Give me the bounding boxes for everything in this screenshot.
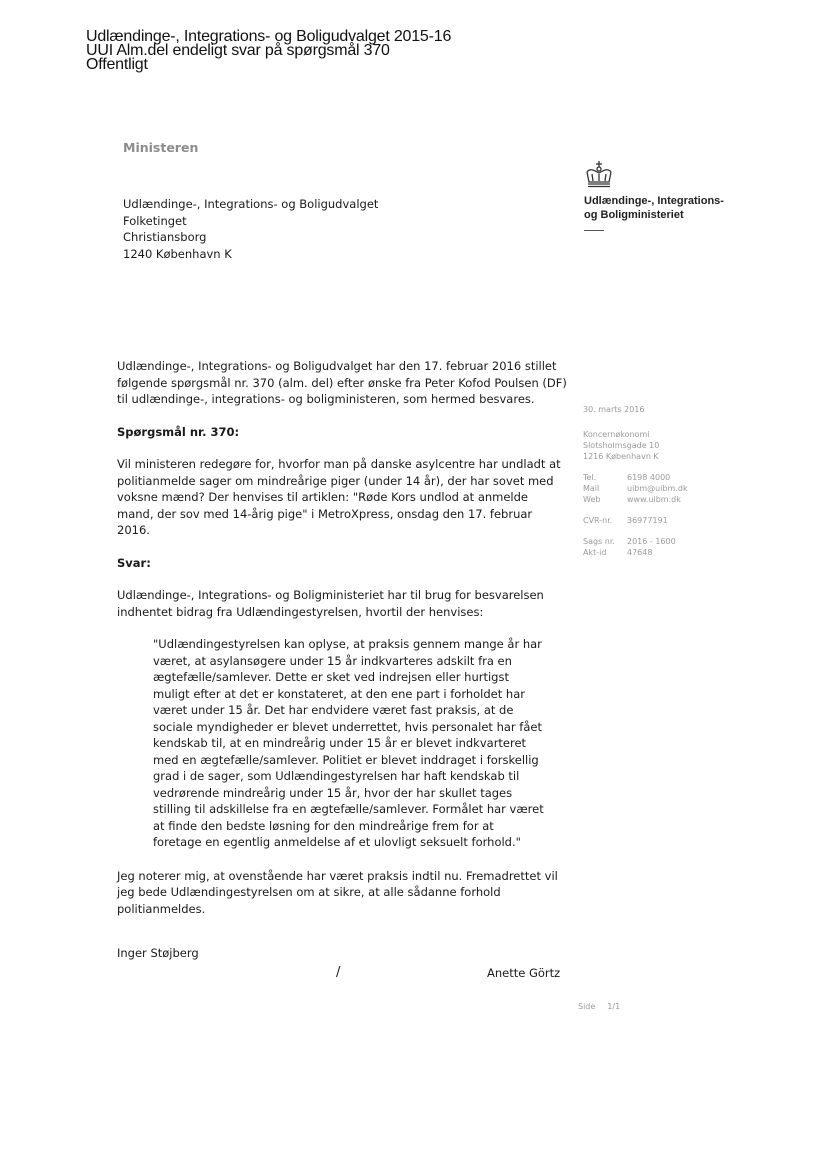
cvr-label: CVR-nr. — [583, 516, 613, 525]
quoted-statement: "Udlændingestyrelsen kan oplyse, at praksis gennem mange år har været, at asylansøgere under 15 år indkvarteres adskilt fra en ægtefælle/samlever. Dette er sket ved indrejsen eller hurtigst muligt efter at det er konstateret, at den ene part i forholdet har været under 15 år. Det har endvidere været fast praksis, at de sociale myndigheder er blevet underrettet, hvis personalet har fået kendskab til, at en mindreårig under 15 år er blevet indkvarteret med en ægtefælle/samlever. Politiet er blevet inddraget i forskellig grad i de sager, som Udlændingestyrelsen har haft kendskab til vedrørende mindreårig under 15 år, hvor der har skullet tages stilling til adskillelse fra en ægtefælle/samlever. Formålet har været at finde den bedste løsning for den mindreårige frem for at foretage en egentlig anmeldelse af et ulovligt seksuelt forhold." — [153, 637, 544, 849]
page-label: Side — [578, 1002, 596, 1011]
letter-body — [117, 358, 567, 933]
question-heading: Spørgsmål nr. 370: — [117, 424, 240, 439]
cvr-block — [583, 515, 713, 526]
ministry-name-line: Udlændinge-, Integrations- — [584, 195, 724, 207]
page-value: 1/1 — [607, 1002, 621, 1011]
signatory-name: Inger Støjberg — [117, 946, 199, 960]
answer-intro-paragraph: Udlændinge-, Integrations- og Boligministeriet har til brug for besvarelsen indhentet bidrag fra Udlændingestyrelsen, hvortil der henvises: — [117, 588, 544, 619]
sender-title: Ministeren — [123, 140, 199, 155]
recipient-address — [123, 196, 378, 262]
department-block — [583, 429, 713, 462]
stamp-committee-line: Udlændinge-, Integrations- og Boligudvalget 2015-16 — [86, 28, 452, 45]
royal-crown-icon — [584, 160, 614, 188]
ministry-name-line: og Boligministeriet — [584, 209, 684, 221]
web-label: Web — [583, 495, 601, 504]
department-city: 1216 København K — [583, 452, 659, 461]
stamp-public-line: Offentligt — [86, 56, 148, 73]
date-block — [583, 404, 713, 415]
letter-sidebar — [583, 404, 713, 568]
closing-paragraph: Jeg noterer mig, at ovenstående har været praksis indtil nu. Fremadrettet vil jeg bede Udlændingestyrelsen om at sikre, at alle sådanne forhold politianmeldes. — [117, 868, 558, 916]
stamp-question-line: UUI Alm.del endeligt svar på spørgsmål 370 — [86, 42, 390, 59]
department-name: Koncernøkonomi — [583, 430, 650, 439]
signature-separator: / — [336, 965, 341, 980]
case-block — [583, 536, 713, 558]
page-number — [578, 1002, 620, 1011]
mail-label: Mail — [583, 484, 600, 493]
question-paragraph: Vil ministeren redegøre for, hvorfor man på danske asylcentre har undladt at politianmelde sager om mindreårige piger (under 14 år), der har sovet med voksne mænd? Der henvises til artiklen: "Røde Kors undlod at anmelde mand, der sov med 14-årig pige" i MetroXpress, onsdag den 17. februar 2016. — [117, 457, 561, 537]
cvr-row — [583, 515, 713, 526]
act-id-label: Akt-id — [583, 548, 607, 557]
ministry-name — [584, 194, 764, 222]
tel-label: Tel. — [583, 473, 597, 482]
letter-date: 30. marts 2016 — [583, 405, 645, 414]
case-number-row — [583, 536, 713, 547]
web-value: www.uibm.dk — [627, 495, 681, 504]
document-stamp — [86, 30, 606, 72]
recipient-line: Udlændinge-, Integrations- og Boligudvalget — [123, 197, 379, 211]
cosignatory-name: Anette Görtz — [487, 966, 561, 980]
mail-value: uibm@uibm.dk — [627, 484, 688, 493]
contact-row-mail — [583, 483, 713, 494]
logo-divider — [584, 230, 604, 231]
ministry-logo — [584, 160, 764, 231]
recipient-line: Folketinget — [123, 213, 187, 228]
intro-paragraph: Udlændinge-, Integrations- og Boligudvalget har den 17. februar 2016 stillet følgende spørgsmål nr. 370 (alm. del) efter ønske fra Peter Kofod Poulsen (DF) til udlændinge-, integrations- og boligministeren, som hermed besvares. — [117, 359, 567, 406]
recipient-line: 1240 København K — [123, 246, 232, 261]
answer-heading: Svar: — [117, 555, 151, 570]
department-street: Slotsholmsgade 10 — [583, 441, 660, 450]
cvr-value: 36977191 — [627, 516, 668, 525]
tel-value: 6198 4000 — [627, 473, 671, 482]
case-number-value: 2016 - 1600 — [627, 537, 676, 546]
recipient-line: Christiansborg — [123, 230, 207, 244]
contact-block — [583, 472, 713, 505]
act-id-row — [583, 547, 713, 558]
act-id-value: 47648 — [627, 548, 653, 557]
case-number-label: Sags nr. — [583, 537, 615, 546]
contact-row-tel — [583, 472, 713, 483]
contact-row-web — [583, 494, 713, 505]
